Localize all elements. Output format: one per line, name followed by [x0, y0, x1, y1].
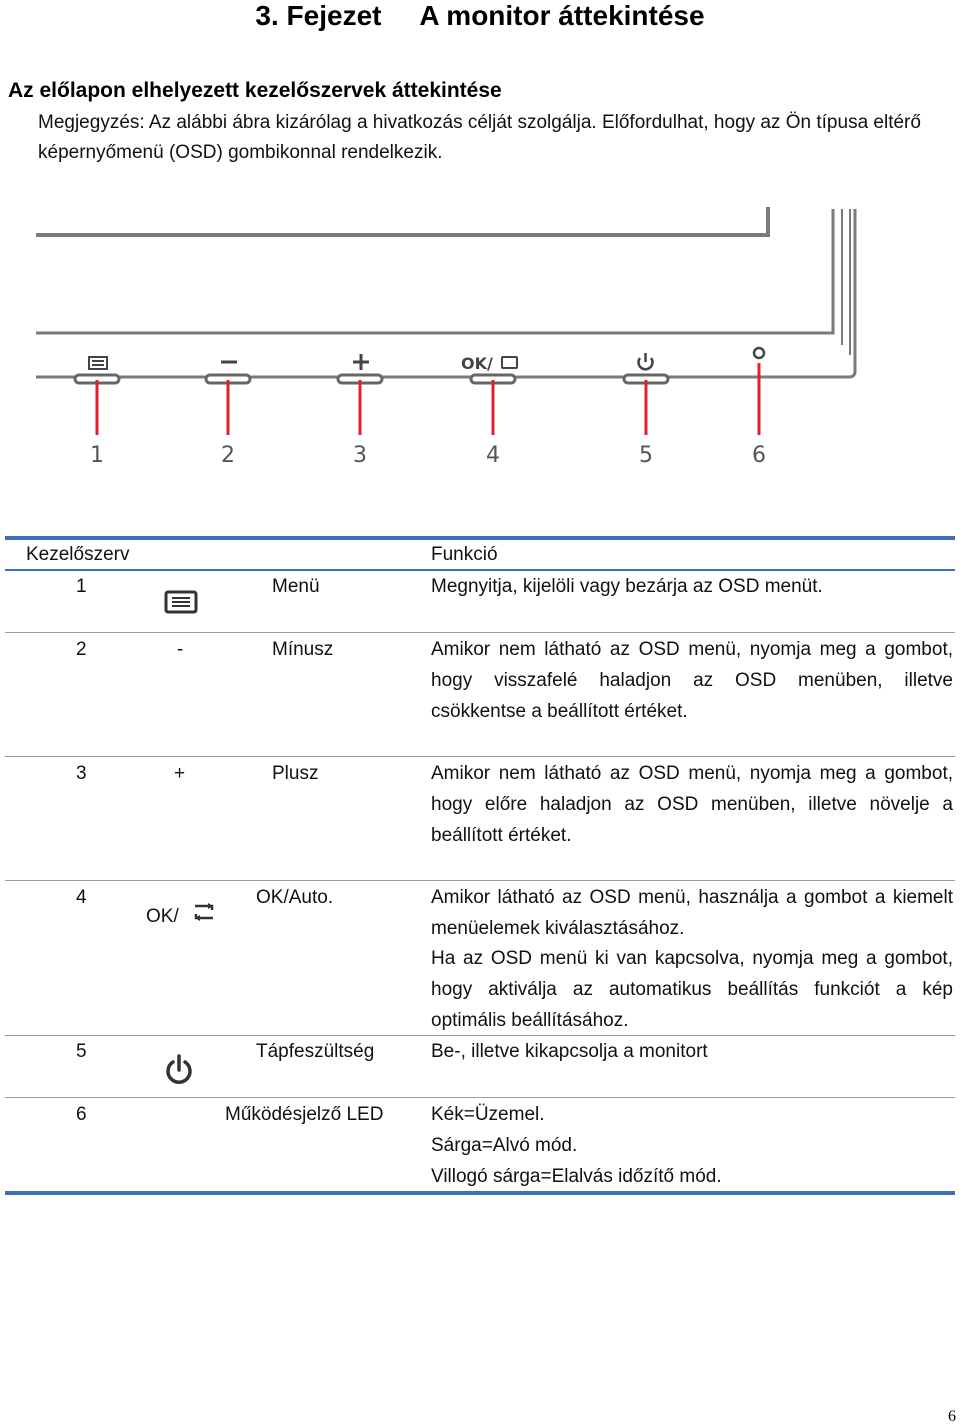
- row-rule: [5, 1097, 955, 1098]
- row-rule: [5, 632, 955, 633]
- row-6-function-line-3: Villogó sárga=Elalvás időzítő mód.: [431, 1166, 722, 1187]
- diagram-label-1: 1: [90, 443, 104, 468]
- menu-icon: [164, 590, 198, 614]
- row-6-function-line-1: Kék=Üzemel.: [431, 1104, 545, 1125]
- row-3-function: Amikor nem látható az OSD menü, nyomja meg a gombot, hogy előre haladjon az OSD menüben, illetve növelje a beállított értéket.: [431, 763, 953, 846]
- page-number: 6: [948, 1408, 956, 1425]
- row-4-function-2: Ha az OSD menü ki van kapcsolva, nyomja meg a gombot, hogy aktiválja az automatikus beállítás funkciót a kép optimális beállításához.: [431, 948, 953, 1031]
- ok-auto-symbol: OK/: [461, 354, 493, 373]
- row-1-number: 1: [76, 576, 87, 597]
- row-3-symbol: +: [174, 763, 186, 784]
- row-3-name: Plusz: [272, 763, 319, 784]
- row-5-number: 5: [76, 1041, 87, 1062]
- row-5-name: Tápfeszültség: [256, 1041, 375, 1062]
- row-4-name: OK/Auto.: [256, 887, 334, 908]
- monitor-front-diagram: [0, 195, 960, 475]
- header-control: Kezelőszerv: [26, 544, 130, 565]
- diagram-label-5: 5: [639, 443, 653, 468]
- power-icon: [639, 353, 653, 369]
- row-4-function: Amikor látható az OSD menü, használja a gombot a kiemelt menüelemek kiválasztásához.: [431, 887, 953, 939]
- diagram-label-4: 4: [486, 443, 500, 468]
- power-icon: [164, 1054, 194, 1086]
- auto-adjust-icon: [190, 902, 218, 922]
- row-rule: [5, 756, 955, 757]
- row-5-function: Be-, illetve kikapcsolja a monitort: [431, 1041, 708, 1062]
- row-6-number: 6: [76, 1104, 87, 1125]
- chapter-title: 3. Fejezet A monitor áttekintése: [255, 0, 705, 31]
- row-4-number: 4: [76, 887, 87, 908]
- row-1-name: Menü: [272, 576, 320, 597]
- row-4-symbol: OK/: [146, 906, 179, 927]
- row-1-function: Megnyitja, kijelöli vagy bezárja az OSD menüt.: [431, 576, 823, 597]
- row-2-name: Mínusz: [272, 639, 334, 660]
- row-6-function-line-2: Sárga=Alvó mód.: [431, 1135, 578, 1156]
- row-2-number: 2: [76, 639, 87, 660]
- row-2-function: Amikor nem látható az OSD menü, nyomja meg a gombot, hogy visszafelé haladjon az OSD menüben, illetve csökkentse a beállított értéket.: [431, 639, 953, 722]
- diagram-label-6: 6: [752, 443, 766, 468]
- diagram-label-3: 3: [353, 443, 367, 468]
- table-bottom-rule: [5, 1191, 955, 1195]
- row-3-number: 3: [76, 763, 87, 784]
- header-function: Funkció: [431, 544, 498, 565]
- section-heading: Az előlapon elhelyezett kezelőszervek áttekintése: [8, 79, 502, 102]
- row-6-name: Működésjelző LED: [225, 1104, 384, 1125]
- auto-icon: [502, 357, 517, 368]
- row-2-symbol: -: [177, 639, 184, 660]
- note-text: Megjegyzés: Az alábbi ábra kizárólag a hivatkozás célját szolgálja. Előfordulhat, hogy az Ön típusa eltérő képernyőmenü (OSD) gombikonnal rendelkezik.: [38, 112, 921, 163]
- plus-icon: [353, 354, 369, 370]
- led-icon: [754, 348, 764, 358]
- diagram-label-2: 2: [221, 443, 235, 468]
- row-rule: [5, 880, 955, 881]
- monitor-bezel-outline: [36, 207, 855, 377]
- menu-icon: [89, 357, 107, 369]
